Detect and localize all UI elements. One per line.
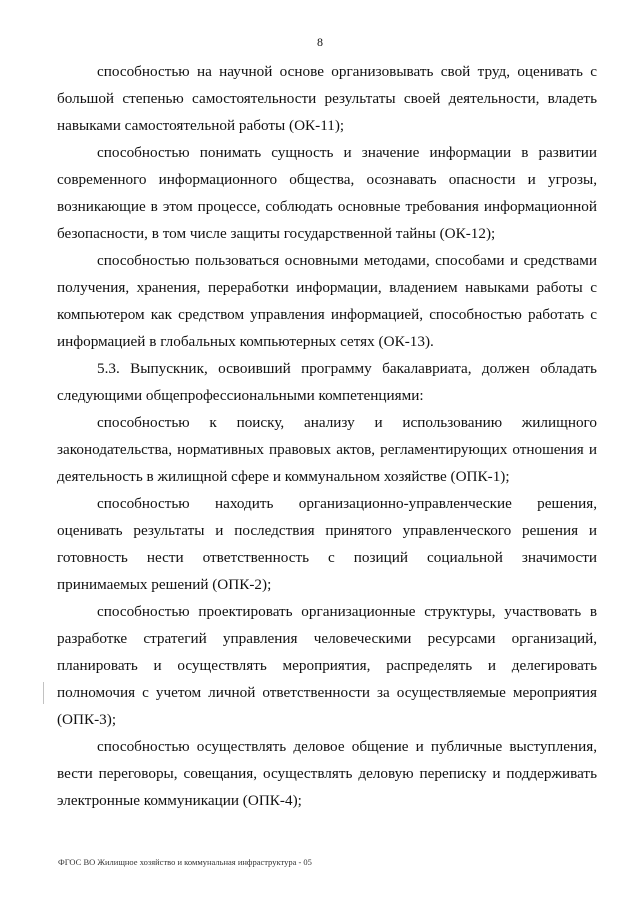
paragraph-opk-4: способностью осуществлять деловое общение и публичные выступления, вести переговоры, совещания, осуществлять деловую переписку и поддерживать электронные коммуникации (ОПК-4); — [57, 738, 597, 809]
paragraph-ok-11: способностью на научной основе организовывать свой труд, оценивать с большой степенью самостоятельности результаты своей деятельности, владеть навыками самостоятельной работы (ОК-11); — [57, 63, 597, 134]
document-body — [57, 58, 597, 814]
paragraph-section-5-3: 5.3. Выпускник, освоивший программу бакалавриата, должен обладать следующими общепрофессиональными компетенциями: — [57, 360, 597, 404]
scan-artifact-mark — [43, 682, 46, 704]
paragraph-ok-12: способностью понимать сущность и значение информации в развитии современного информационного общества, осознавать опасности и угрозы, возникающие в этом процессе, соблюдать основные требования информационной безопасности, в том числе защиты государственной тайны (ОК-12); — [57, 144, 597, 242]
page-number: 8 — [317, 35, 323, 49]
paragraph-opk-1: способностью к поиску, анализу и использованию жилищного законодательства, нормативных правовых актов, регламентирующих отношения и деятельность в жилищной сфере и коммунальном хозяйстве (ОПК-1); — [57, 414, 597, 485]
paragraph-opk-3: способностью проектировать организационные структуры, участвовать в разработке стратегий управления человеческими ресурсами организаций, планировать и осуществлять мероприятия, распределять и делегировать полномочия с учетом личной ответственности за осуществляемые мероприятия (ОПК-3); — [57, 603, 597, 728]
paragraph-opk-2: способностью находить организационно-управленческие решения, оценивать результаты и последствия принятого управленческого решения и готовность нести ответственность с позиций социальной значимости принимаемых решений (ОПК-2); — [57, 495, 597, 593]
page-footer: ФГОС ВО Жилищное хозяйство и коммунальная инфраструктура - 05 — [58, 857, 312, 867]
paragraph-ok-13: способностью пользоваться основными методами, способами и средствами получения, хранения, переработки информации, владением навыками работы с компьютером как средством управления информацией, способностью работать с информацией в глобальных компьютерных сетях (ОК-13). — [57, 252, 597, 350]
